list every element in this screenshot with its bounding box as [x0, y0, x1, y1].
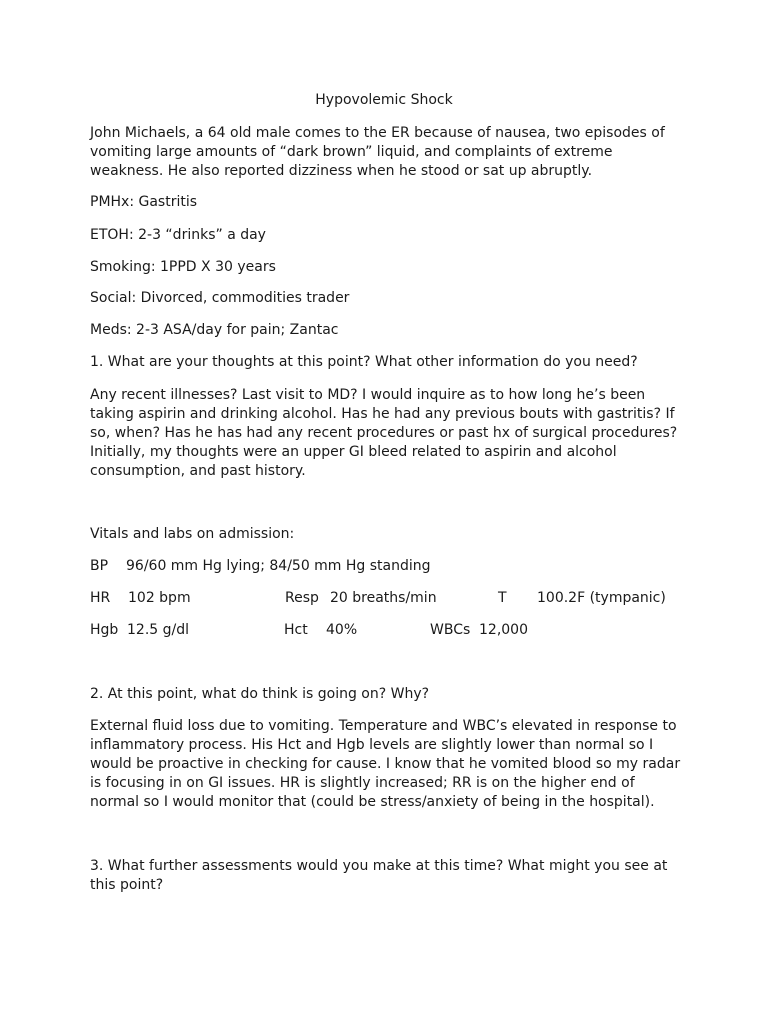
- question-2: 2. At this point, what do think is going on? Why?: [90, 686, 430, 702]
- answer-line: would be proactive in checking for cause. I know that he vomited blood so my radar: [90, 756, 681, 772]
- intro-line: vomiting large amounts of “dark brown” liquid, and complaints of extreme: [90, 144, 613, 160]
- meds-line: Meds: 2-3 ASA/day for pain; Zantac: [90, 322, 339, 338]
- bp-row: [90, 557, 710, 576]
- labs-row: [90, 621, 710, 640]
- intro-line: weakness. He also reported dizziness when he stood or sat up abruptly.: [90, 163, 593, 179]
- hgb-value: 12.5 g/dl: [127, 622, 190, 638]
- answer-line: Initially, my thoughts were an upper GI bleed related to aspirin and alcohol: [90, 444, 617, 460]
- answer-line: Any recent illnesses? Last visit to MD? I would inquire as to how long he’s been: [90, 387, 646, 403]
- wbc-label: WBCs: [430, 622, 471, 638]
- resp-label: Resp: [285, 590, 319, 606]
- pmhx-line: PMHx: Gastritis: [90, 194, 198, 210]
- answer-line: normal so I would monitor that (could be stress/anxiety of being in the hospital).: [90, 794, 655, 810]
- answer-line: is focusing in on GI issues. HR is slightly increased; RR is on the higher end of: [90, 775, 635, 791]
- social-line: Social: Divorced, commodities trader: [90, 290, 350, 306]
- intro-line: John Michaels, a 64 old male comes to the ER because of nausea, two episodes of: [90, 125, 665, 141]
- hct-value: 40%: [326, 622, 358, 638]
- question-1: 1. What are your thoughts at this point? What other information do you need?: [90, 354, 638, 370]
- temp-label: T: [498, 590, 507, 606]
- bp-value: 96/60 mm Hg lying; 84/50 mm Hg standing: [126, 558, 431, 574]
- resp-value: 20 breaths/min: [330, 590, 437, 606]
- hr-value: 102 bpm: [128, 590, 191, 606]
- answer-line: External fluid loss due to vomiting. Temperature and WBC’s elevated in response to: [90, 718, 677, 734]
- hr-label: HR: [90, 590, 111, 606]
- bp-label: BP: [90, 558, 109, 574]
- question-3: [90, 857, 690, 895]
- vitals-row: [90, 589, 710, 608]
- hct-label: Hct: [284, 622, 308, 638]
- hgb-label: Hgb: [90, 622, 119, 638]
- temp-value: 100.2F (tympanic): [537, 590, 666, 606]
- answer-line: inflammatory process. His Hct and Hgb levels are slightly lower than normal so I: [90, 737, 654, 753]
- question-line: this point?: [90, 877, 164, 893]
- case-intro: [90, 124, 690, 181]
- wbc-value: 12,000: [479, 622, 528, 638]
- answer-line: taking aspirin and drinking alcohol. Has he had any previous bouts with gastritis? If: [90, 406, 675, 422]
- question-line: 3. What further assessments would you make at this time? What might you see at: [90, 858, 668, 874]
- answer-line: consumption, and past history.: [90, 463, 306, 479]
- answer-2: [90, 717, 690, 812]
- smoking-line: Smoking: 1PPD X 30 years: [90, 259, 276, 275]
- document-title: Hypovolemic Shock: [315, 92, 453, 108]
- answer-1: [90, 386, 690, 481]
- vitals-heading: Vitals and labs on admission:: [90, 526, 295, 542]
- etoh-line: ETOH: 2-3 “drinks” a day: [90, 227, 266, 243]
- answer-line: so, when? Has he has had any recent procedures or past hx of surgical procedures?: [90, 425, 678, 441]
